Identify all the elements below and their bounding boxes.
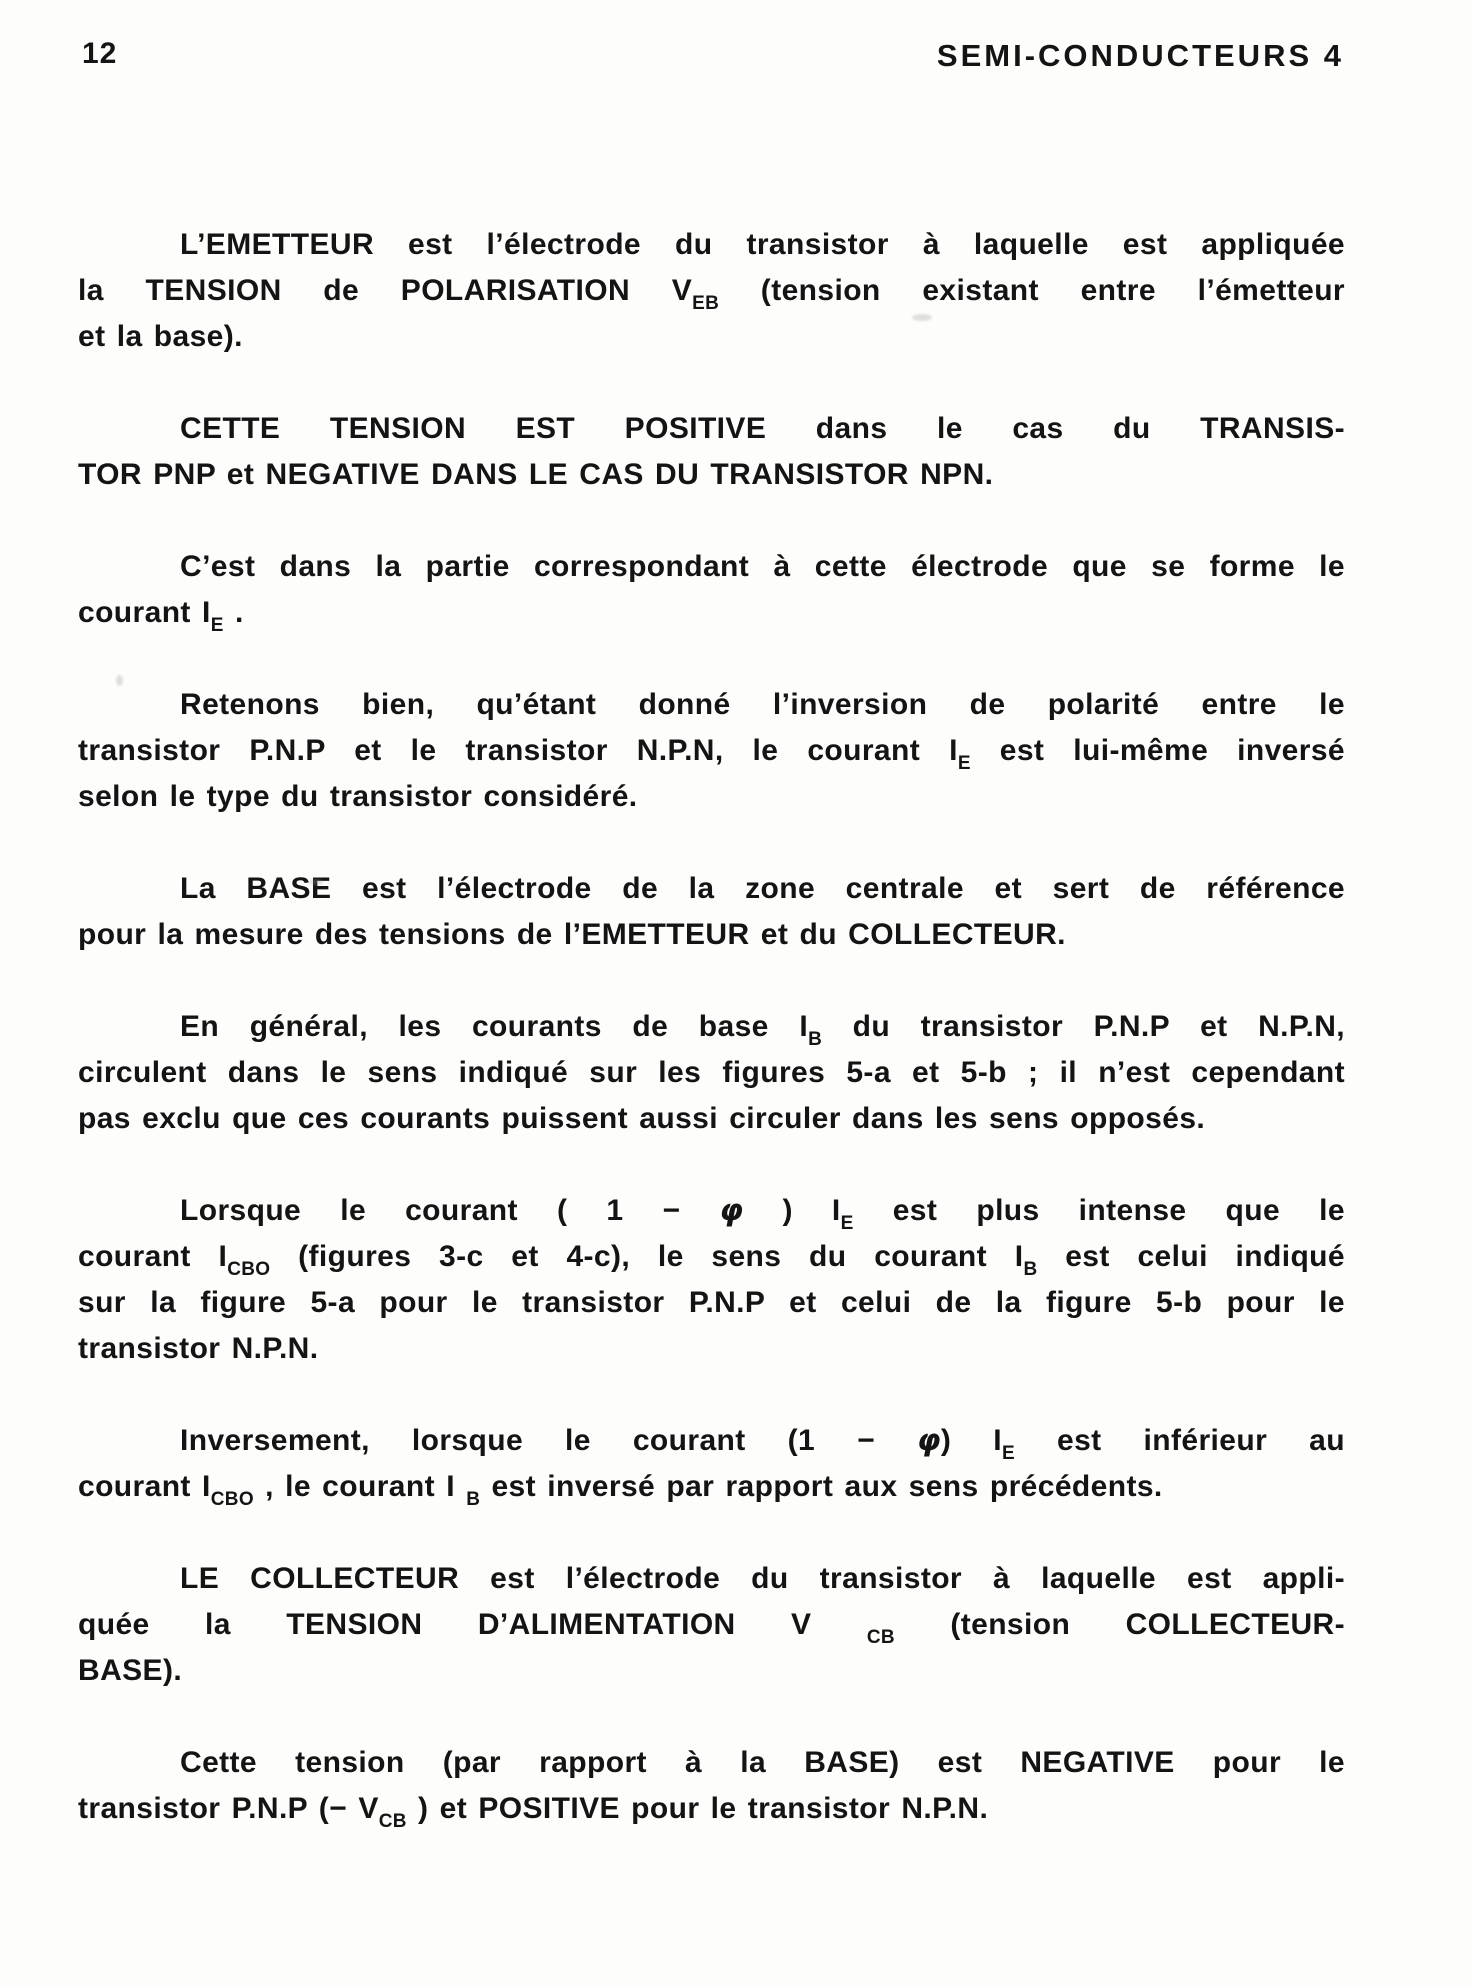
text-segment: du transistor P.N.P et N.P.N,	[822, 1010, 1345, 1043]
paragraph-retenons	[78, 682, 1345, 820]
text-segment: Cette tension (par rapport à la BASE) est NEGATIVE pour le	[180, 1746, 1345, 1779]
text-segment: sur la figure 5-a pour le transistor P.N.P et celui de la figure 5-b pour le	[78, 1286, 1345, 1319]
paragraph-le-collecteur	[78, 1556, 1345, 1694]
text-line	[78, 1648, 1345, 1694]
text-segment: circulent dans le sens indiqué sur les figures 5-a et 5-b ; il n’est cependant	[78, 1056, 1345, 1089]
text-segment: courant I	[78, 1240, 228, 1273]
text-line	[78, 1326, 1345, 1372]
text-segment: Lorsque le courant ( 1 −	[180, 1194, 720, 1227]
text-line	[78, 1786, 1345, 1832]
text-segment: LE COLLECTEUR est l’électrode du transistor à laquelle est appli-	[180, 1562, 1345, 1595]
text-line	[78, 268, 1345, 314]
text-segment: la TENSION de POLARISATION V	[78, 274, 693, 307]
running-title: SEMI-CONDUCTEURS 4	[936, 38, 1344, 73]
text-line	[78, 544, 1345, 590]
text-segment: (figures 3-c et 4-c), le sens du courant I	[270, 1240, 1024, 1273]
text-segment: pour la mesure des tensions de l’EMETTEUR et du COLLECTEUR.	[78, 918, 1066, 951]
text-segment: BASE).	[78, 1654, 183, 1687]
document-body	[78, 222, 1345, 1878]
text-segment: transistor N.P.N.	[78, 1332, 319, 1365]
text-line	[78, 1418, 1345, 1464]
paragraph-la-base	[78, 866, 1345, 958]
text-segment: L’EMETTEUR est l’électrode du transistor à laquelle est appliquée	[180, 228, 1345, 261]
paragraph-emetteur	[78, 222, 1345, 360]
subscript: CB	[378, 1811, 407, 1832]
text-segment: est plus intense que le	[853, 1194, 1345, 1227]
text-segment: ) I	[940, 1424, 1003, 1457]
text-segment: courant I	[78, 596, 211, 629]
text-line	[78, 682, 1345, 728]
text-segment: est lui-même inversé	[970, 734, 1345, 767]
text-segment: C’est dans la partie correspondant à cette électrode que se forme le	[180, 550, 1345, 583]
subscript: EB	[692, 293, 720, 314]
subscript: E	[957, 753, 971, 774]
text-segment: pas exclu que ces courants puissent aussi circuler dans les sens opposés.	[78, 1102, 1206, 1135]
scan-artifact	[309, 879, 323, 885]
paragraph-cette-tension	[78, 406, 1345, 498]
text-segment: selon le type du transistor considéré.	[78, 780, 638, 813]
text-segment: ) I	[743, 1194, 841, 1227]
text-segment: transistor P.N.P (− V	[78, 1792, 379, 1825]
text-segment: courant I	[78, 1470, 211, 1503]
text-segment: , le courant I	[253, 1470, 467, 1503]
paragraph-inversement	[78, 1418, 1345, 1510]
text-segment: et la base).	[78, 320, 243, 353]
text-line	[78, 1188, 1345, 1234]
scan-artifact	[116, 675, 123, 686]
text-segment: La BASE est l’électrode de la zone centrale et sert de référence	[180, 872, 1345, 905]
paragraph-cette-tension-base	[78, 1740, 1345, 1832]
subscript: E	[840, 1213, 854, 1234]
text-line	[78, 1556, 1345, 1602]
text-segment: (tension COLLECTEUR-	[894, 1608, 1345, 1641]
text-line	[78, 728, 1345, 774]
text-line	[78, 1234, 1345, 1280]
text-segment: est celui indiqué	[1037, 1240, 1345, 1273]
scan-artifact	[912, 314, 932, 321]
subscript: E	[1002, 1443, 1015, 1464]
paragraph-cest-dans	[78, 544, 1345, 636]
text-line	[78, 1004, 1345, 1050]
subscript: E	[210, 615, 224, 636]
text-line	[78, 1602, 1345, 1648]
text-line	[78, 1464, 1345, 1510]
text-segment: (tension existant entre l’émetteur	[719, 274, 1345, 307]
subscript: B	[466, 1489, 481, 1510]
text-segment: Inversement, lorsque le courant (1 −	[180, 1424, 918, 1457]
text-segment: CETTE TENSION EST POSITIVE dans le cas du TRANSIS-	[180, 412, 1345, 445]
text-line	[78, 774, 1345, 820]
paragraph-en-general	[78, 1004, 1345, 1142]
text-segment: est inférieur au	[1015, 1424, 1345, 1457]
phi-symbol: φ	[917, 1423, 941, 1458]
text-line	[78, 590, 1345, 636]
text-line	[78, 222, 1345, 268]
text-line	[78, 314, 1345, 360]
text-line	[78, 912, 1345, 958]
subscript: CBO	[227, 1259, 271, 1280]
text-segment: est inversé par rapport aux sens précédents.	[480, 1470, 1163, 1503]
text-line	[78, 452, 1345, 498]
page-header	[82, 30, 1344, 80]
text-segment: ) et POSITIVE pour le transistor N.P.N.	[406, 1792, 989, 1825]
subscript: CB	[866, 1627, 895, 1648]
page-number: 12	[82, 37, 118, 70]
text-segment: quée la TENSION D’ALIMENTATION V	[78, 1608, 867, 1641]
text-line	[78, 866, 1345, 912]
text-segment: Retenons bien, qu’étant donné l’inversion de polarité entre le	[180, 688, 1345, 721]
text-line	[78, 406, 1345, 452]
text-line	[78, 1050, 1345, 1096]
text-segment: En général, les courants de base I	[180, 1010, 809, 1043]
text-segment: .	[223, 596, 244, 629]
text-segment: transistor P.N.P et le transistor N.P.N, le courant I	[78, 734, 958, 767]
text-line	[78, 1740, 1345, 1786]
text-line	[78, 1280, 1345, 1326]
text-segment: TOR PNP et NEGATIVE DANS LE CAS DU TRANSISTOR NPN.	[78, 458, 994, 491]
text-line	[78, 1096, 1345, 1142]
subscript: B	[808, 1029, 823, 1050]
subscript: CBO	[210, 1489, 254, 1510]
phi-symbol: φ	[719, 1193, 744, 1228]
paragraph-lorsque	[78, 1188, 1345, 1372]
subscript: B	[1023, 1259, 1038, 1280]
